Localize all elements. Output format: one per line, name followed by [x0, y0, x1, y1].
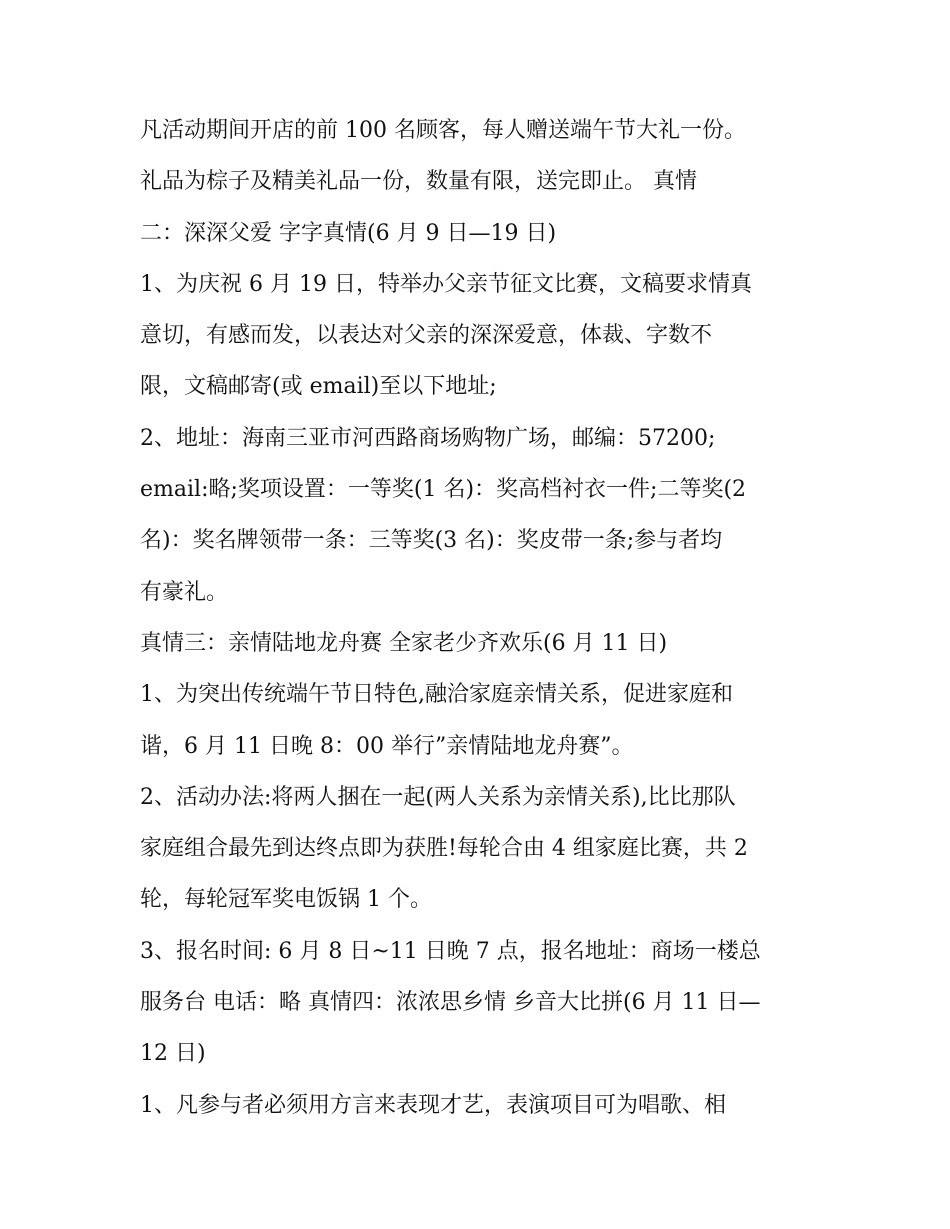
text-line: 二：深深父爱 字字真情(6 月 9 日—19 日): [140, 220, 557, 246]
text-line: 2、活动办法:将两人捆在一起(两人关系为亲情关系),比比那队: [140, 784, 736, 810]
text-line: 有豪礼。: [140, 579, 229, 605]
text-line: 名)：奖名牌领带一条：三等奖(3 名)：奖皮带一条;参与者均: [140, 528, 723, 554]
text-line: 真情三：亲情陆地龙舟赛 全家老少齐欢乐(6 月 11 日): [140, 630, 668, 656]
text-line: 1、为庆祝 6 月 19 日，特举办父亲节征文比赛，文稿要求情真: [140, 271, 752, 297]
text-line: 轮，每轮冠军奖电饭锅 1 个。: [140, 887, 432, 913]
text-line: 12 日): [140, 1041, 206, 1067]
text-line: 礼品为棕子及精美礼品一份，数量有限，送完即止。 真情: [140, 169, 697, 195]
text-line: 服务台 电话：略 真情四：浓浓思乡情 乡音大比拼(6 月 11 日—: [140, 990, 761, 1016]
document-body: [140, 105, 820, 1131]
text-line: 凡活动期间开店的前 100 名顾客，每人赠送端午节大礼一份。: [140, 118, 746, 143]
text-line: 1、为突出传统端午节日特色,融洽家庭亲情关系，促进家庭和: [140, 682, 733, 708]
text-line: 3、报名时间: 6 月 8 日~11 日晚 7 点，报名地址：商场一楼总: [140, 938, 761, 964]
text-line: 意切，有感而发，以表达对父亲的深深爱意，体裁、字数不: [140, 323, 713, 349]
text-line: email:略;奖项设置：一等奖(1 名)：奖高档衬衣一件;二等奖(2: [140, 477, 747, 503]
text-line: 限，文稿邮寄(或 email)至以下地址;: [140, 374, 497, 400]
text-line: 1、凡参与者必须用方言来表现才艺，表演项目可为唱歌、相: [140, 1092, 726, 1118]
text-line: 家庭组合最先到达终点即为获胜!每轮合由 4 组家庭比赛，共 2: [140, 836, 748, 862]
text-line: 2、地址：海南三亚市河西路商场购物广场，邮编：57200;: [140, 425, 716, 451]
text-line: 谐，6 月 11 日晚 8：00 举行”亲情陆地龙舟赛”。: [140, 733, 634, 759]
